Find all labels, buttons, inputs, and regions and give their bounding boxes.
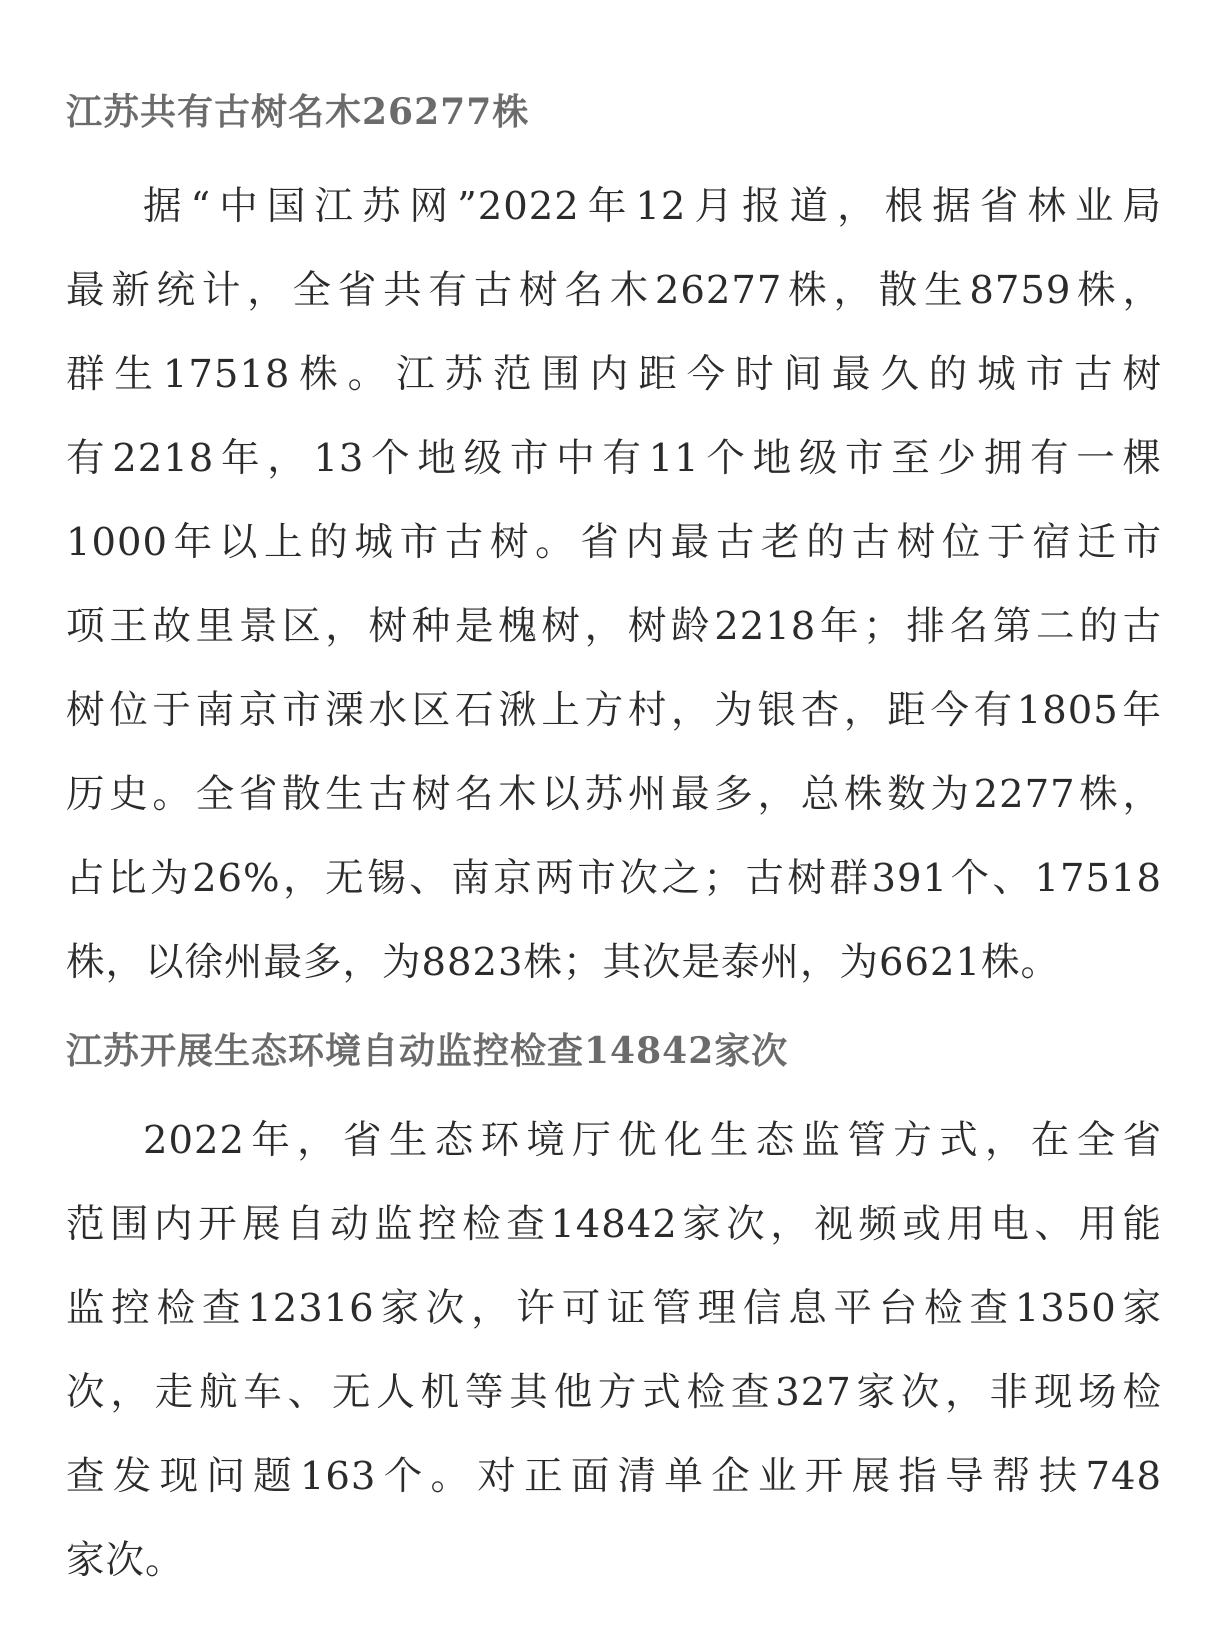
paragraph-line: 群生17518株。江苏范围内距今时间最久的城市古树 [66, 352, 1162, 397]
paragraph-line: 最新统计，全省共有古树名木26277株，散生8759株， [66, 268, 1162, 313]
paragraph-line: 家次。 [66, 1538, 185, 1583]
paragraph-ancient-trees [66, 165, 1162, 1005]
paragraph-line: 有2218年，13个地级市中有11个地级市至少拥有一棵 [66, 436, 1162, 481]
paragraph-line: 历史。全省散生古树名木以苏州最多，总株数为2277株， [66, 772, 1162, 817]
paragraph-line: 项王故里景区，树种是槐树，树龄2218年；排名第二的古 [66, 604, 1162, 649]
paragraph-line: 次，走航车、无人机等其他方式检查327家次，非现场检 [66, 1370, 1162, 1415]
paragraph-line: 监控检查12316家次，许可证管理信息平台检查1350家 [66, 1286, 1162, 1331]
section-title-ancient-trees: 江苏共有古树名木26277株 [66, 91, 530, 133]
paragraph-line: 树位于南京市溧水区石湫上方村，为银杏，距今有1805年 [66, 688, 1162, 733]
paragraph-line: 查发现问题163个。对正面清单企业开展指导帮扶748 [66, 1454, 1162, 1499]
paragraph-line: 1000年以上的城市古树。省内最古老的古树位于宿迁市 [66, 520, 1162, 565]
paragraph-line: 2022年，省生态环境厅优化生态监管方式，在全省 [143, 1118, 1162, 1163]
paragraph-line: 株，以徐州最多，为8823株；其次是泰州，为6621株。 [66, 940, 1060, 985]
paragraph-line: 占比为26%，无锡、南京两市次之；古树群391个、17518 [66, 856, 1162, 901]
section-title-eco-monitoring: 江苏开展生态环境自动监控检查14842家次 [66, 1030, 789, 1072]
paragraph-line: 范围内开展自动监控检查14842家次，视频或用电、用能 [66, 1202, 1162, 1247]
paragraph-eco-monitoring [66, 1099, 1162, 1603]
paragraph-line: 据“中国江苏网”2022年12月报道，根据省林业局 [143, 184, 1162, 229]
